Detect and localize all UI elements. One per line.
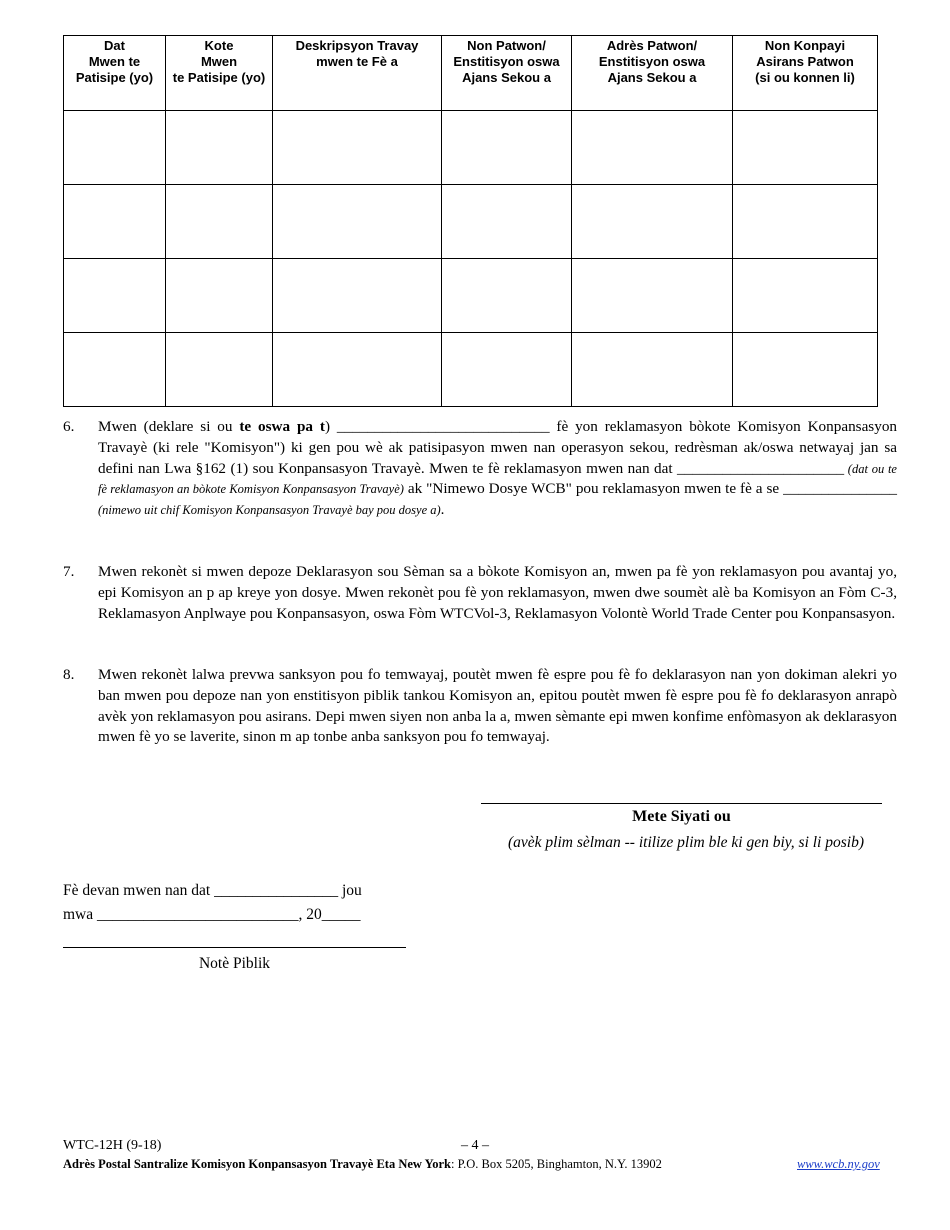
- table-cell[interactable]: [442, 185, 572, 259]
- header-date: Dat Mwen te Patisipe (yo): [64, 36, 166, 111]
- paragraph-number: 6.: [63, 418, 75, 435]
- table-cell[interactable]: [64, 333, 166, 407]
- paragraph-number: 8.: [63, 666, 75, 683]
- table-cell[interactable]: [442, 333, 572, 407]
- claim-status-blank[interactable]: ____________________________: [336, 418, 550, 435]
- notary-date-line[interactable]: Fè devan mwen nan dat ________________ jou: [63, 882, 362, 899]
- table-cell[interactable]: [572, 259, 733, 333]
- participation-table: [63, 35, 878, 407]
- header-employer-name: Non Patwon/ Enstitisyon oswa Ajans Sekou a: [442, 36, 572, 111]
- header-insurance-company: Non Konpayi Asirans Patwon (si ou konnen li): [733, 36, 878, 111]
- table-cell[interactable]: [442, 259, 572, 333]
- paragraph-number: 7.: [63, 563, 75, 580]
- table-cell[interactable]: [166, 259, 273, 333]
- page-number: – 4 –: [461, 1138, 489, 1153]
- paragraph-6: [63, 417, 897, 521]
- table-cell[interactable]: [273, 333, 442, 407]
- paragraph-7: [63, 562, 897, 624]
- table-cell[interactable]: [273, 185, 442, 259]
- table-cell[interactable]: [273, 259, 442, 333]
- table-row: [64, 259, 878, 333]
- table-header-row: [64, 36, 878, 111]
- table-row: [64, 333, 878, 407]
- wcb-case-number-blank[interactable]: _______________: [783, 480, 897, 498]
- paragraph-body: Mwen rekonèt si mwen depoze Deklarasyon sou Sèman sa a bòkote Komisyon an, mwen pa fè yon reklamasyon pou avantaj yo, epi Komisyon an p ap kreye yon dosye. Mwen rekonèt pou fè yon reklamasyon, mwen dwe soumèt alè ba Komisyon an Fòm C-3, Reklamasyon Anplwaye pou Konpansasyon, oswa Fòm WTCVol-3, Reklamasyon Volontè World Trade Center pou Konpansasyon.: [98, 563, 897, 622]
- table-cell[interactable]: [733, 185, 878, 259]
- paragraph-body: Mwen (deklare si ou te oswa pa t) ____________________________ fè yon reklamasyon bòkote Komisyon Konpansasyon Travayè (ki rele "Komisyon") ki gen pou wè ak patisipasyon mwen nan operasyon sekou, redrèsman ak/oswa netwayaj jan sa defini nan Lwa §162 (1) sou Konpansasyon Travayè. Mwen te fè reklamasyon mwen nan dat ______________________ (dat ou te fè reklamasyon an bòkote Komisyon Konpansasyon Travayè) ak "Nimewo Dosye WCB" pou reklamasyon mwen te fè a se _______________ (nimewo uit chif Komisyon Konpansasyon Travayè bay pou dosye a).: [98, 418, 898, 519]
- table-cell[interactable]: [166, 185, 273, 259]
- table-cell[interactable]: [733, 259, 878, 333]
- table-cell[interactable]: [572, 111, 733, 185]
- claim-date-blank[interactable]: ______________________: [676, 459, 845, 477]
- header-employer-address: Adrès Patwon/ Enstitisyon oswa Ajans Sekou a: [572, 36, 733, 111]
- table-cell[interactable]: [64, 185, 166, 259]
- footer-address: Adrès Postal Santralize Komisyon Konpansasyon Travayè Eta New York: P.O. Box 5205, Binghamton, N.Y. 13902: [63, 1157, 662, 1171]
- header-work-description: Deskripsyon Travay mwen te Fè a: [273, 36, 442, 111]
- signature-line[interactable]: [481, 803, 882, 804]
- header-location: Kote Mwen te Patisipe (yo): [166, 36, 273, 111]
- signature-label: Mete Siyati ou: [632, 808, 731, 825]
- paragraph-body: Mwen rekonèt lalwa prevwa sanksyon pou fo temwayaj, poutèt mwen fè espre pou fè fo deklarasyon nan yon dokiman alekri yo ban mwen pou depoze nan yon enstitisyon piblik tankou Komisyon an, epitou poutèt mwen fè espre pou fè fo deklarasyon anrapò avèk yon reklamasyon pou asirans. Depi mwen siyen non anba la a, mwen sèmante epi mwen konfime enfòmasyon ak deklarasyon mwen fè yo se laverite, sinon m ap tonbe anba sanksyon pou fo temwayaj.: [98, 666, 897, 746]
- table-cell[interactable]: [64, 259, 166, 333]
- signature-note: (avèk plim sèlman -- itilize plim ble ki gen biy, si li posib): [507, 834, 864, 851]
- table-cell[interactable]: [733, 111, 878, 185]
- notary-month-year-line[interactable]: mwa __________________________, 20_____: [63, 906, 361, 923]
- table-row: [64, 111, 878, 185]
- table-cell[interactable]: [64, 111, 166, 185]
- table-row: [64, 185, 878, 259]
- table-cell[interactable]: [572, 185, 733, 259]
- notary-signature-line[interactable]: [63, 947, 406, 948]
- table-cell[interactable]: [733, 333, 878, 407]
- notary-label: Notè Piblik: [198, 955, 271, 972]
- table-cell[interactable]: [572, 333, 733, 407]
- table-cell[interactable]: [166, 111, 273, 185]
- website-link[interactable]: www.wcb.ny.gov: [797, 1157, 880, 1171]
- table-cell[interactable]: [273, 111, 442, 185]
- paragraph-8: [63, 665, 897, 748]
- table-cell[interactable]: [442, 111, 572, 185]
- form-id: WTC-12H (9-18): [63, 1138, 162, 1153]
- table-cell[interactable]: [166, 333, 273, 407]
